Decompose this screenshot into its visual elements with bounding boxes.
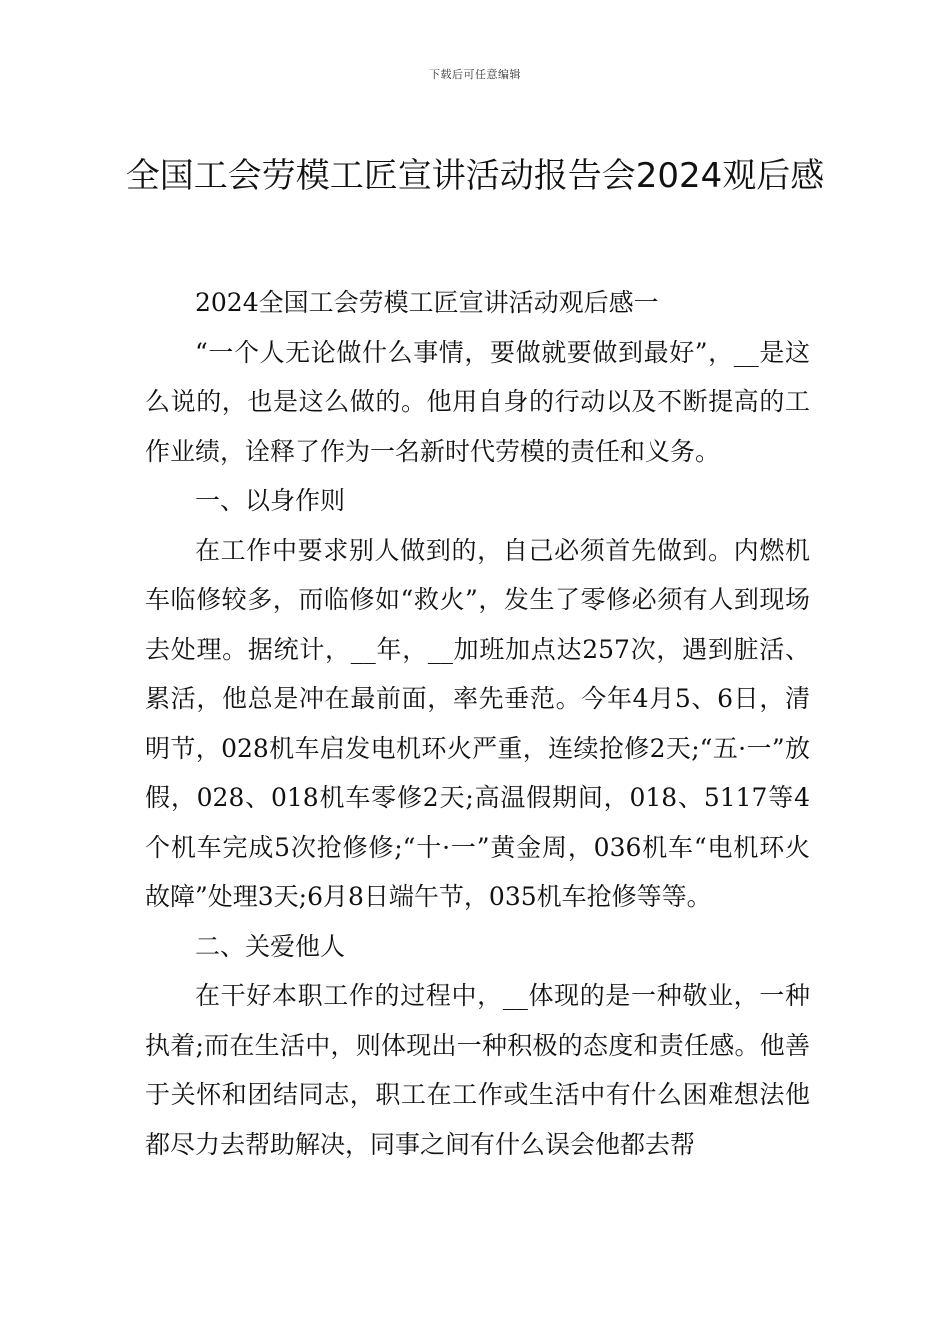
document-title: 全国工会劳模工匠宣讲活动报告会2024观后感 [125,155,825,196]
paragraph-section-2: 在干好本职工作的过程中，__体现的是一种敬业，一种执着;而在生活中，则体现出一种积极的态度和责任感。他善于关怀和团结同志，职工在工作或生活中有什么困难想法他都尽力去帮助解决，同事之间有什么误会他都去帮 [145,981,810,1159]
paragraph-intro: “一个人无论做什么事情，要做就要做到最好”，__是这么说的，也是这么做的。他用自身的行动以及不断提高的工作业绩，诠释了作为一名新时代劳模的责任和义务。 [145,337,810,466]
header-note: 下载后可任意编辑 [429,68,521,81]
paragraph-section-1: 在工作中要求别人做到的，自己必须首先做到。内燃机车临修较多，而临修如“救火”，发生了零修必须有人到现场去处理。据统计，__年，__加班加点达257次，遇到脏活、累活，他总是冲在最前面，率先垂范。今年4月5、6日，清明节，028机车启发电机环火严重，连续抢修2天;“五·一”放假，028、018机车零修2天;高温假期间，018、5117等4个机车完成5次抢修修;“十·一”黄金周，036机车“电机环火故障”处理3天;6月8日端午节，035机车抢修等等。 [145,535,810,911]
paragraph-subtitle: 2024全国工会劳模工匠宣讲活动观后感一 [195,288,659,317]
document-body [145,278,810,1169]
section-heading-2: 二、关爱他人 [195,931,346,961]
section-heading-1: 一、以身作则 [195,486,346,515]
